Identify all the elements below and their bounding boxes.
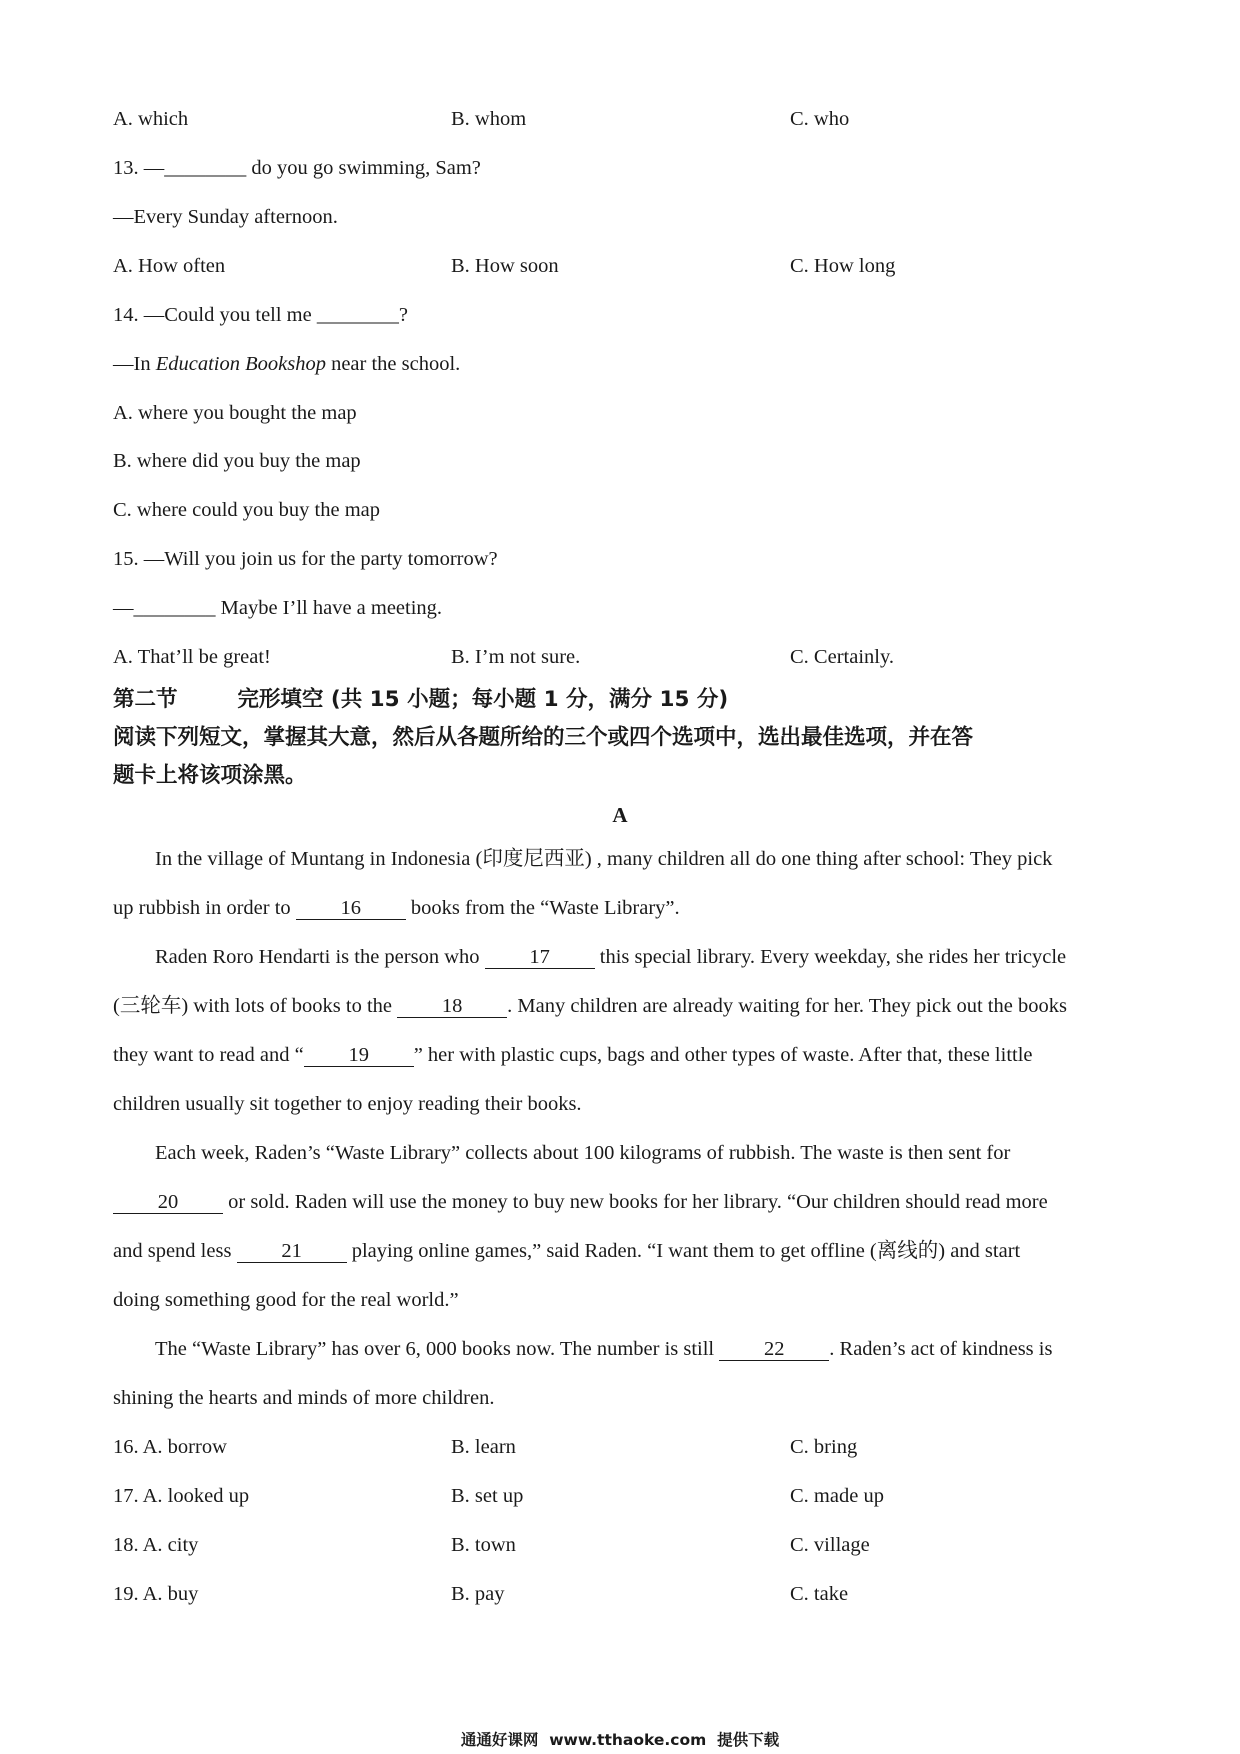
passage-p2-line1 <box>155 944 1066 970</box>
passage-text: they want to read and “ <box>113 1044 304 1066</box>
q19-option-c: C. take <box>790 1583 849 1605</box>
q13-answer: —Every Sunday afternoon. <box>113 206 338 228</box>
passage-text: (三轮车) with lots of books to the <box>113 995 398 1017</box>
passage-p1-line2 <box>113 895 680 921</box>
q14-answer-prefix: —In <box>113 353 156 375</box>
blank-22: 22 <box>719 1338 829 1361</box>
q12-option-b: B. whom <box>451 108 527 130</box>
q14-answer <box>113 351 460 377</box>
q13-blank: ________ <box>164 157 247 179</box>
q14-blank: ________ <box>316 304 399 326</box>
q18-option-b: B. town <box>451 1534 516 1556</box>
passage-text: playing online games,” said Raden. “I want them to get offline (离线的) and start <box>346 1240 1021 1262</box>
q18-option-a: 18. A. city <box>113 1534 199 1556</box>
passage-p4-line2: shining the hearts and minds of more children. <box>113 1387 495 1409</box>
blank-21: 21 <box>237 1240 347 1263</box>
q15-blank: ________ <box>133 597 216 619</box>
passage-text: this special library. Every weekday, she rides her tricycle <box>594 946 1067 968</box>
q13-prefix: 13. — <box>113 157 165 179</box>
q14-option-a: A. where you bought the map <box>113 402 357 424</box>
q14-prefix: 14. —Could you tell me <box>113 304 317 326</box>
passage-p2-line3 <box>113 1042 1033 1068</box>
passage-p2-line2 <box>113 993 1067 1019</box>
passage-text: . Many children are already waiting for her. They pick out the books <box>507 995 1067 1017</box>
q14-suffix: ? <box>398 304 408 326</box>
passage-text: . Raden’s act of kindness is <box>829 1338 1053 1360</box>
q16-option-c: C. bring <box>790 1436 858 1458</box>
q15-question: 15. —Will you join us for the party tomorrow? <box>113 548 498 570</box>
blank-19: 19 <box>304 1044 414 1067</box>
q15-option-a: A. That’ll be great! <box>113 646 271 668</box>
blank-20: 20 <box>113 1191 223 1214</box>
q17-option-a: 17. A. looked up <box>113 1485 250 1507</box>
section-title: 第二节 完形填空 (共 15 小题；每小题 1 分，满分 15 分) <box>113 687 729 712</box>
q16-option-a: 16. A. borrow <box>113 1436 227 1458</box>
passage-text: and spend less <box>113 1240 237 1262</box>
section-instructions-line2: 题卡上将该项涂黑。 <box>113 763 307 788</box>
q12-option-c: C. who <box>790 108 850 130</box>
passage-p3-line4: doing something good for the real world.” <box>113 1289 459 1311</box>
passage-label: A <box>612 803 628 827</box>
q15-option-c: C. Certainly. <box>790 646 895 668</box>
passage-text: up rubbish in order to <box>113 897 296 919</box>
q14-answer-bookshop: Education Bookshop <box>155 353 326 375</box>
section-instructions-line1: 阅读下列短文，掌握其大意，然后从各题所给的三个或四个选项中，选出最佳选项，并在答 <box>113 725 974 750</box>
passage-text: books from the “Waste Library”. <box>405 897 680 919</box>
footer-credit: 通通好课网 www.tthaoke.com 提供下载 <box>460 1731 780 1749</box>
passage-p1-line1: In the village of Muntang in Indonesia (印度尼西亚) , many children all do one thing after school: They pick <box>155 848 1053 870</box>
q15-answer-text: Maybe I’ll have a meeting. <box>215 597 443 619</box>
q16-option-b: B. learn <box>451 1436 516 1458</box>
passage-text: The “Waste Library” has over 6, 000 books now. The number is still <box>155 1338 720 1360</box>
q14-answer-suffix: near the school. <box>325 353 461 375</box>
q13-question <box>113 155 481 181</box>
passage-text: or sold. Raden will use the money to buy new books for her library. “Our children should read more <box>223 1191 1048 1213</box>
q19-option-a: 19. A. buy <box>113 1583 199 1605</box>
q13-option-c: C. How long <box>790 255 896 277</box>
q14-option-c: C. where could you buy the map <box>113 499 381 521</box>
q13-option-b: B. How soon <box>451 255 559 277</box>
q14-option-b: B. where did you buy the map <box>113 450 361 472</box>
q17-option-b: B. set up <box>451 1485 524 1507</box>
blank-16: 16 <box>296 897 406 920</box>
q13-option-a: A. How often <box>113 255 226 277</box>
blank-17: 17 <box>485 946 595 969</box>
blank-18: 18 <box>397 995 507 1018</box>
passage-p3-line2 <box>113 1189 1048 1215</box>
q18-option-c: C. village <box>790 1534 870 1556</box>
passage-p2-line4: children usually sit together to enjoy reading their books. <box>113 1093 582 1115</box>
passage-text: ” her with plastic cups, bags and other types of waste. After that, these little <box>413 1044 1033 1066</box>
passage-p4-line1 <box>155 1336 1052 1362</box>
passage-p3-line3 <box>113 1238 1020 1264</box>
q15-answer-prefix: — <box>113 597 134 619</box>
q14-question <box>113 302 408 328</box>
passage-text: Raden Roro Hendarti is the person who <box>155 946 485 968</box>
q15-option-b: B. I’m not sure. <box>451 646 581 668</box>
q13-text: do you go swimming, Sam? <box>246 157 481 179</box>
passage-p3-line1: Each week, Raden’s “Waste Library” collects about 100 kilograms of rubbish. The waste is then sent for <box>155 1142 1011 1164</box>
q17-option-c: C. made up <box>790 1485 884 1507</box>
q15-answer <box>113 595 442 621</box>
q12-option-a: A. which <box>113 108 189 130</box>
q19-option-b: B. pay <box>451 1583 505 1605</box>
